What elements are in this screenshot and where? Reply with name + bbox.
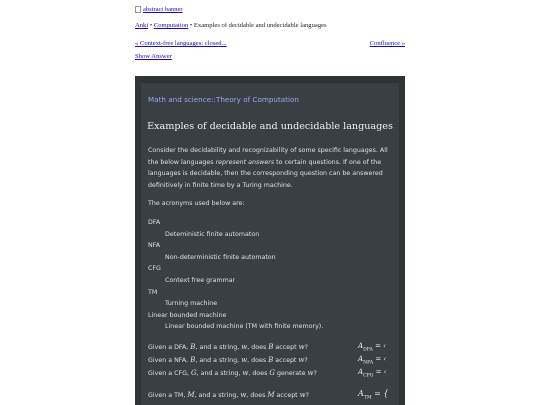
acronym-term: CFG	[148, 265, 161, 273]
next-card-link[interactable]: Confluence »	[369, 40, 405, 47]
language-definition	[358, 389, 388, 401]
math-var: B	[190, 343, 196, 351]
acronym-term: TM	[148, 288, 158, 296]
math-var: w	[307, 369, 314, 377]
question-text: ?	[304, 357, 308, 364]
math-var: B	[268, 343, 274, 351]
card-intro	[148, 145, 396, 191]
card	[141, 83, 399, 405]
acronym-term: DFA	[148, 219, 161, 226]
math-var: B	[190, 356, 196, 364]
card-frame	[135, 76, 405, 405]
language-subscript: NFA	[363, 360, 374, 366]
question-text: generate	[274, 370, 308, 377]
banner-alt-text[interactable]: abstract banner	[143, 5, 183, 13]
language-symbol: A	[358, 389, 364, 398]
question-text: ?	[313, 370, 317, 377]
language-subscript: TM	[363, 395, 372, 401]
language-subscript: CFG	[363, 373, 374, 379]
acronym-definition: Deteministic finite automaton	[165, 230, 260, 238]
acronyms-heading: The acronyms used below are:	[148, 200, 245, 207]
language-symbol: A	[358, 355, 364, 363]
question-text: accept	[274, 392, 300, 399]
math-var: G	[269, 369, 275, 377]
question-text: , and a string,	[196, 370, 243, 377]
language-symbol: A	[358, 342, 364, 350]
language-symbol: A	[358, 368, 364, 376]
acronym-term: NFA	[148, 242, 161, 250]
question-text: accept	[273, 344, 299, 351]
question-text: Given a NFA,	[148, 357, 191, 364]
math-var: w	[299, 391, 306, 399]
acronym-definition: Linear bounded machine (TM with finite memory).	[165, 323, 324, 331]
question-row	[148, 356, 308, 364]
question-text: , does	[247, 344, 269, 351]
breadcrumb	[135, 22, 405, 29]
language-tail: = ‹	[373, 368, 387, 376]
show-answer-link[interactable]: Show Answer	[135, 53, 172, 60]
question-text: ?	[304, 344, 308, 351]
breadcrumb-home-link[interactable]: Anki	[135, 22, 149, 29]
math-var: M	[267, 391, 275, 399]
question-text: accept	[273, 357, 299, 364]
math-var: B	[268, 356, 274, 364]
question-text: , does	[247, 357, 269, 364]
language-tail: = ‹	[372, 342, 386, 350]
question-text: , does	[248, 370, 270, 377]
language-tail: = ‹	[373, 355, 387, 363]
question-row	[148, 391, 309, 399]
language-subscript: DFA	[363, 347, 373, 353]
breadcrumb-separator: •	[149, 22, 153, 29]
math-var: w	[298, 343, 305, 351]
intro-text: to certain questions. If one of the languages is decidable, then the corresponding question can be answered definitively in finite time by a Turing machine.	[148, 158, 383, 189]
acronym-definition: Non-deterministic finite automaton	[165, 253, 276, 261]
math-var: w	[242, 369, 249, 377]
prev-card-link[interactable]: « Context-free languages: closed...	[135, 40, 227, 47]
language-definition	[358, 368, 387, 378]
question-text: , and a string,	[195, 344, 242, 351]
acronym-list	[148, 217, 396, 333]
question-text: Given a TM,	[148, 392, 188, 399]
language-definition	[358, 342, 386, 352]
broken-image-icon	[135, 6, 141, 13]
question-row	[148, 343, 308, 351]
math-var: w	[241, 343, 248, 351]
question-text: , and a string,	[195, 357, 242, 364]
question-text: , does	[246, 392, 268, 399]
breadcrumb-current: Examples of decidable and undecidable languages	[193, 22, 327, 29]
banner-image	[135, 4, 405, 14]
math-var: w	[240, 391, 247, 399]
deck-name: Math and science::Theory of Computation	[148, 95, 299, 104]
math-var: w	[241, 356, 248, 364]
math-var: M	[187, 391, 195, 399]
card-title: Examples of decidable and undecidable languages	[147, 121, 393, 132]
acronym-definition: Turning machine	[165, 300, 218, 308]
intro-text: Consider the decidability and recognizability of some specific languages. All the below languages	[148, 147, 388, 166]
question-row	[148, 369, 317, 377]
page-header	[135, 4, 405, 60]
language-tail: = {	[371, 389, 389, 398]
acronym-definition: Context free grammar	[165, 276, 236, 284]
breadcrumb-category-link[interactable]: Computation	[153, 22, 189, 29]
card-navigation	[135, 40, 405, 47]
intro-emphasis: represent answers	[215, 158, 275, 166]
question-text: , and a string,	[194, 392, 241, 399]
math-var: G	[190, 369, 197, 377]
question-text: Given a CFG,	[148, 370, 191, 377]
math-var: w	[298, 356, 305, 364]
acronym-term: Linear bounded machine	[148, 311, 227, 319]
breadcrumb-separator: •	[189, 22, 193, 29]
question-text: Given a DFA,	[148, 344, 191, 351]
language-definition	[358, 355, 386, 365]
question-text: ?	[305, 392, 310, 399]
